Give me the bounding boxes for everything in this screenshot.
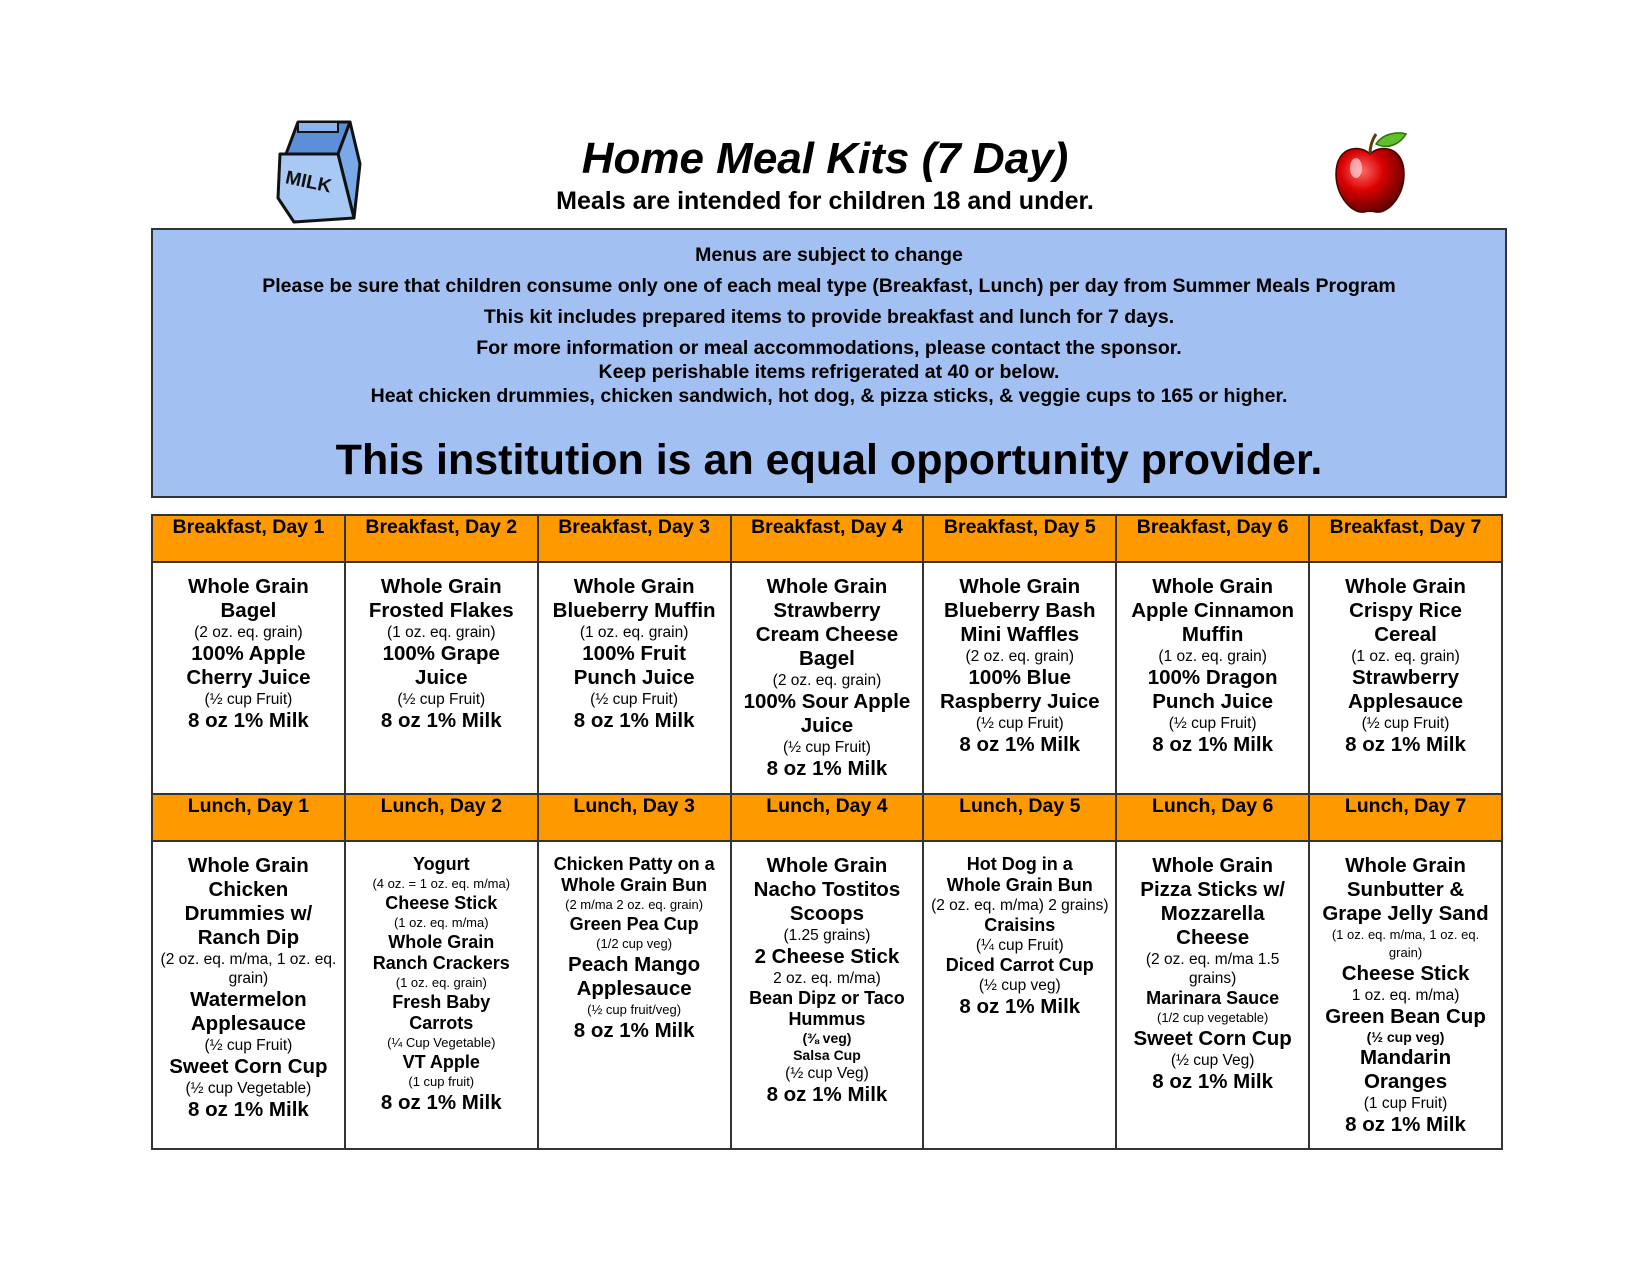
meal-item: 8 oz 1% Milk bbox=[766, 757, 888, 780]
meal-item: Juice bbox=[800, 714, 854, 737]
meal-item: Whole Grain Bun bbox=[561, 875, 708, 895]
meal-item: 8 oz 1% Milk bbox=[1345, 1113, 1466, 1136]
meal-item: 8 oz 1% Milk bbox=[1152, 733, 1274, 756]
meal-item: Craisins bbox=[984, 915, 1056, 935]
meal-item: Apple Cinnamon bbox=[1131, 599, 1295, 622]
lunch-header: Lunch, Day 5 bbox=[923, 794, 1116, 841]
serving-note: (1 cup Fruit) bbox=[1363, 1095, 1448, 1112]
serving-note: (1 oz. eq. grain) bbox=[579, 624, 689, 641]
meal-item: Marinara Sauce bbox=[1146, 988, 1280, 1008]
meal-item: Cheese Stick bbox=[385, 893, 498, 913]
meal-item: Whole Grain bbox=[1345, 854, 1466, 877]
meal-item: Crispy Rice bbox=[1349, 599, 1462, 622]
meal-item: 2 Cheese Stick bbox=[754, 945, 900, 968]
meal-item: Whole Grain bbox=[388, 932, 495, 952]
serving-note: (½ cup Fruit) bbox=[783, 739, 871, 756]
milk-label: MILK bbox=[283, 167, 334, 198]
serving-note: (1.25 grains) bbox=[783, 927, 871, 944]
meal-item: Whole Grain bbox=[188, 575, 309, 598]
lunch-cell bbox=[538, 841, 731, 1149]
meal-item: Green Bean Cup bbox=[1325, 1005, 1486, 1028]
serving-note: (½ cup Veg) bbox=[1170, 1052, 1255, 1069]
lunch-items bbox=[1117, 842, 1308, 1094]
lunch-header: Lunch, Day 1 bbox=[152, 794, 345, 841]
meal-item: Chicken bbox=[208, 878, 289, 901]
meal-item: Pizza Sticks w/ bbox=[1140, 878, 1285, 901]
serving-note: 2 oz. eq. m/ma) bbox=[773, 970, 881, 987]
lunch-items bbox=[924, 842, 1115, 1019]
meal-item: Peach Mango bbox=[568, 953, 701, 976]
breakfast-header: Breakfast, Day 4 bbox=[731, 515, 924, 562]
notice-line-2: Please be sure that children consume only one of each meal type (Breakfast, Lunch) per day from Summer Meals Program bbox=[262, 275, 1396, 297]
meal-item: Whole Grain bbox=[188, 854, 309, 877]
meal-item: 8 oz 1% Milk bbox=[959, 733, 1081, 756]
meal-item: Scoops bbox=[789, 902, 864, 925]
meal-item: Juice bbox=[415, 666, 468, 689]
meal-item: 8 oz 1% Milk bbox=[573, 709, 695, 732]
meal-item: 100% Sour Apple bbox=[743, 690, 911, 713]
serving-note: (¼ cup Fruit) bbox=[975, 937, 1064, 954]
meal-item: 8 oz 1% Milk bbox=[959, 995, 1081, 1018]
lunch-cell bbox=[1116, 841, 1309, 1149]
meal-item: Cereal bbox=[1374, 623, 1437, 646]
lunch-header: Lunch, Day 3 bbox=[538, 794, 731, 841]
breakfast-header: Breakfast, Day 2 bbox=[345, 515, 538, 562]
meal-item: Sunbutter & bbox=[1346, 878, 1465, 901]
notice-line-3: This kit includes prepared items to provide breakfast and lunch for 7 days. bbox=[483, 306, 1175, 328]
page-subtitle: Meals are intended for children 18 and under. bbox=[556, 187, 1094, 215]
serving-note: (½ cup veg) bbox=[978, 977, 1061, 994]
meal-item: Yogurt bbox=[412, 854, 470, 874]
meal-item: Sweet Corn Cup bbox=[169, 1055, 328, 1078]
notice-line-1: Menus are subject to change bbox=[695, 244, 963, 266]
meal-item: Green Pea Cup bbox=[569, 914, 699, 934]
serving-note: (2 oz. eq. m/ma) 2 grains) bbox=[931, 897, 1109, 914]
serving-note: (¼ Cup Vegetable) bbox=[387, 1035, 496, 1050]
serving-note: (4 oz. = 1 oz. eq. m/ma) bbox=[372, 876, 511, 891]
meal-item: Drummies w/ bbox=[184, 902, 313, 925]
meal-item: Whole Grain bbox=[1152, 575, 1273, 598]
serving-note: (1/2 cup vegetable) bbox=[1156, 1010, 1269, 1025]
meal-item: 8 oz 1% Milk bbox=[766, 1083, 888, 1106]
meal-item: Blueberry Muffin bbox=[552, 599, 716, 622]
meal-item: Bean Dipz or Taco bbox=[749, 988, 905, 1008]
serving-note: (½ cup Fruit) bbox=[397, 691, 486, 708]
meal-item: Ranch Dip bbox=[197, 926, 300, 949]
meal-item: Oranges bbox=[1363, 1070, 1448, 1093]
lunch-cell bbox=[345, 841, 538, 1149]
meal-item: Whole Grain bbox=[959, 575, 1081, 598]
lunch-cell bbox=[152, 841, 345, 1149]
breakfast-cell bbox=[538, 562, 731, 794]
meal-item: Punch Juice bbox=[573, 666, 695, 689]
lunch-cell bbox=[923, 841, 1116, 1149]
meal-item: Whole Grain Bun bbox=[946, 875, 1093, 895]
lunch-header: Lunch, Day 2 bbox=[345, 794, 538, 841]
serving-note: 1 oz. eq. m/ma) bbox=[1351, 987, 1460, 1004]
serving-note: (2 oz. eq. grain) bbox=[965, 648, 1075, 665]
breakfast-items-row bbox=[152, 562, 1502, 794]
meal-item: Hot Dog in a bbox=[966, 854, 1073, 874]
meal-item: Watermelon bbox=[190, 988, 307, 1011]
serving-note: (½ cup fruit/veg) bbox=[587, 1002, 682, 1017]
breakfast-items bbox=[539, 563, 730, 733]
breakfast-cell bbox=[345, 562, 538, 794]
breakfast-items bbox=[346, 563, 537, 733]
notice-line-6: Heat chicken drummies, chicken sandwich, hot dog, & pizza sticks, & veggie cups to 165 or higher. bbox=[370, 385, 1288, 407]
serving-note: (1 oz. eq. m/ma) bbox=[393, 915, 489, 930]
lunch-items bbox=[346, 842, 537, 1115]
serving-note: (1/2 cup veg) bbox=[596, 936, 673, 951]
meal-item: Salsa Cup bbox=[793, 1047, 861, 1063]
meal-item: Diced Carrot Cup bbox=[945, 955, 1094, 975]
breakfast-items bbox=[924, 563, 1115, 757]
notice-line-5: Keep perishable items refrigerated at 40 or below. bbox=[598, 361, 1060, 383]
meal-item: Cheese Stick bbox=[1341, 962, 1470, 985]
meal-item: 8 oz 1% Milk bbox=[1152, 1070, 1274, 1093]
lunch-cell bbox=[1309, 841, 1502, 1149]
meal-item: Mini Waffles bbox=[960, 623, 1080, 646]
serving-note: (1 cup fruit) bbox=[408, 1074, 475, 1089]
serving-note: (2 oz. eq. grain) bbox=[194, 624, 303, 641]
meal-item: Ranch Crackers bbox=[372, 953, 510, 973]
meal-item: VT Apple bbox=[402, 1052, 480, 1072]
meal-item: Whole Grain bbox=[1152, 854, 1273, 877]
meal-item: Strawberry bbox=[1351, 666, 1460, 689]
lunch-items bbox=[1310, 842, 1501, 1137]
meal-item: Blueberry Bash bbox=[944, 599, 1096, 622]
meal-item: Muffin bbox=[1181, 623, 1244, 646]
meal-item: 8 oz 1% Milk bbox=[1345, 733, 1466, 756]
serving-note: (½ cup Veg) bbox=[785, 1065, 869, 1082]
meal-item: 8 oz 1% Milk bbox=[380, 1091, 502, 1114]
breakfast-header: Breakfast, Day 1 bbox=[152, 515, 345, 562]
meal-item: Whole Grain bbox=[766, 575, 888, 598]
lunch-items-row bbox=[152, 841, 1502, 1149]
meal-item: Strawberry bbox=[773, 599, 881, 622]
breakfast-items bbox=[1310, 563, 1501, 757]
serving-note: (2 m/ma 2 oz. eq. grain) bbox=[565, 897, 704, 912]
breakfast-items bbox=[1117, 563, 1308, 757]
meal-item: Grape Jelly Sand bbox=[1322, 902, 1489, 925]
meal-item: Cheese bbox=[1176, 926, 1250, 949]
lunch-header: Lunch, Day 4 bbox=[731, 794, 924, 841]
meal-item: 100% Grape bbox=[382, 642, 500, 665]
lunch-items bbox=[539, 842, 730, 1043]
breakfast-cell bbox=[923, 562, 1116, 794]
meal-item: Bagel bbox=[799, 647, 855, 670]
meal-item: 100% Apple bbox=[191, 642, 306, 665]
meal-item: (½ cup veg) bbox=[1366, 1029, 1445, 1045]
serving-note: (½ cup Vegetable) bbox=[185, 1080, 312, 1097]
meal-item: 8 oz 1% Milk bbox=[573, 1019, 695, 1042]
meal-item: Whole Grain bbox=[573, 575, 695, 598]
lunch-header: Lunch, Day 7 bbox=[1309, 794, 1502, 841]
breakfast-items bbox=[153, 563, 344, 733]
meal-item: (⅜ veg) bbox=[802, 1030, 852, 1046]
serving-note: (2 oz. eq. m/ma, 1 oz. eq. grain) bbox=[160, 951, 337, 987]
lunch-items bbox=[732, 842, 923, 1107]
page-title: Home Meal Kits (7 Day) bbox=[581, 134, 1069, 183]
meal-item: Cherry Juice bbox=[186, 666, 311, 689]
meal-item: Whole Grain bbox=[380, 575, 502, 598]
breakfast-cell bbox=[1116, 562, 1309, 794]
meal-item: Punch Juice bbox=[1152, 690, 1274, 713]
meal-item: Mozzarella bbox=[1160, 902, 1265, 925]
meal-item: Applesauce bbox=[190, 1012, 306, 1035]
serving-note: (1 oz. eq. grain) bbox=[1351, 648, 1460, 665]
meal-item: Frosted Flakes bbox=[368, 599, 514, 622]
lunch-cell bbox=[731, 841, 924, 1149]
meal-item: Fresh Baby bbox=[392, 992, 491, 1012]
lunch-header: Lunch, Day 6 bbox=[1116, 794, 1309, 841]
meal-menu-table bbox=[151, 514, 1503, 1150]
meal-item: Sweet Corn Cup bbox=[1133, 1027, 1292, 1050]
serving-note: (1 oz. eq. grain) bbox=[1158, 648, 1267, 665]
meal-item: Raspberry Juice bbox=[940, 690, 1100, 713]
serving-note: (½ cup Fruit) bbox=[1361, 715, 1450, 732]
breakfast-cell bbox=[1309, 562, 1502, 794]
meal-item: 100% Fruit bbox=[582, 642, 686, 665]
meal-item: Nacho Tostitos bbox=[753, 878, 901, 901]
notice-box bbox=[151, 228, 1507, 498]
meal-item: Carrots bbox=[409, 1013, 474, 1033]
lunch-items bbox=[153, 842, 344, 1122]
breakfast-cell bbox=[152, 562, 345, 794]
serving-note: (1 oz. eq. grain) bbox=[395, 975, 487, 990]
breakfast-header-row bbox=[152, 515, 1502, 562]
serving-note: (½ cup Fruit) bbox=[204, 691, 293, 708]
breakfast-header: Breakfast, Day 5 bbox=[923, 515, 1116, 562]
meal-item: Applesauce bbox=[1347, 690, 1464, 713]
breakfast-items bbox=[732, 563, 923, 781]
notice-line-4: For more information or meal accommodations, please contact the sponsor. bbox=[476, 337, 1182, 359]
serving-note: (½ cup Fruit) bbox=[975, 715, 1064, 732]
meal-item: 8 oz 1% Milk bbox=[188, 709, 309, 732]
breakfast-header: Breakfast, Day 7 bbox=[1309, 515, 1502, 562]
serving-note: (1 oz. eq. m/ma, 1 oz. eq. grain) bbox=[1331, 927, 1480, 960]
serving-note: (1 oz. eq. grain) bbox=[386, 624, 496, 641]
breakfast-header: Breakfast, Day 6 bbox=[1116, 515, 1309, 562]
serving-note: (½ cup Fruit) bbox=[590, 691, 679, 708]
meal-item: 8 oz 1% Milk bbox=[380, 709, 502, 732]
serving-note: (½ cup Fruit) bbox=[204, 1037, 293, 1054]
equal-opportunity-statement: This institution is an equal opportunity provider. bbox=[335, 436, 1323, 484]
meal-item: Chicken Patty on a bbox=[553, 854, 715, 874]
meal-item: 100% Blue bbox=[968, 666, 1072, 689]
breakfast-header: Breakfast, Day 3 bbox=[538, 515, 731, 562]
meal-item: Whole Grain bbox=[766, 854, 888, 877]
serving-note: (½ cup Fruit) bbox=[1168, 715, 1257, 732]
meal-item: Hummus bbox=[788, 1009, 866, 1029]
meal-item: 8 oz 1% Milk bbox=[188, 1098, 309, 1121]
meal-item: Cream Cheese bbox=[755, 623, 899, 646]
serving-note: (2 oz. eq. grain) bbox=[772, 672, 882, 689]
meal-item: Applesauce bbox=[576, 977, 692, 1000]
meal-item: Bagel bbox=[220, 599, 277, 622]
serving-note: (2 oz. eq. m/ma 1.5 grains) bbox=[1145, 951, 1280, 987]
meal-item: 100% Dragon bbox=[1147, 666, 1278, 689]
meal-item: Mandarin bbox=[1359, 1046, 1452, 1069]
lunch-header-row bbox=[152, 794, 1502, 841]
meal-item: Whole Grain bbox=[1345, 575, 1466, 598]
breakfast-cell bbox=[731, 562, 924, 794]
